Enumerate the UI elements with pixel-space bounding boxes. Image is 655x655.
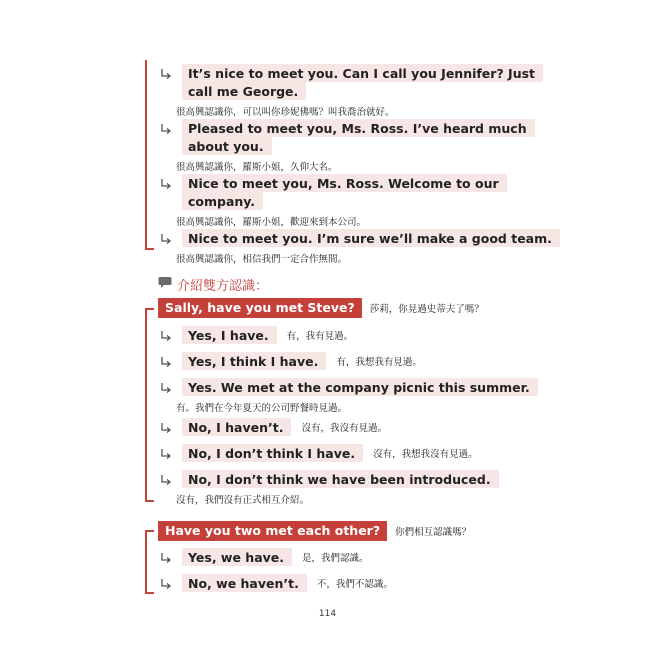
question2-bracket xyxy=(145,530,154,594)
section-heading-text: 介紹雙方認識： xyxy=(177,279,269,294)
answer-item xyxy=(160,470,499,506)
chinese-translation: 是，我們認識。 xyxy=(302,553,369,564)
page-number: 114 xyxy=(318,609,337,619)
chinese-translation: 很高興認識你，羅斯小姐，久仰大名。 xyxy=(176,162,338,173)
english-phrase-cont: company. xyxy=(182,192,263,210)
english-phrase-cont: call me George. xyxy=(182,82,306,100)
arrow-icon xyxy=(160,421,172,433)
answer-item xyxy=(160,548,369,566)
answer-item xyxy=(160,352,422,370)
section-heading xyxy=(158,275,268,294)
english-phrase: Yes, I think I have. xyxy=(182,352,326,370)
question2-english: Have you two met each other? xyxy=(158,521,387,541)
arrow-icon xyxy=(160,381,172,393)
chinese-translation: 不，我們不認識。 xyxy=(316,579,393,590)
chinese-translation: 有。我們在今年夏天的公司野餐時見過。 xyxy=(176,403,348,414)
arrow-icon xyxy=(160,177,172,189)
chinese-translation: 沒有，我想我沒有見過。 xyxy=(373,449,478,460)
chinese-translation: 很高興認識你，羅斯小姐，歡迎來到本公司。 xyxy=(176,217,367,228)
answer-item xyxy=(160,574,393,592)
question1-english: Sally, have you met Steve? xyxy=(158,298,362,318)
arrow-icon xyxy=(160,577,172,589)
question1-bar xyxy=(158,298,484,318)
english-phrase: It’s nice to meet you. Can I call you Jennifer? Just xyxy=(182,64,543,82)
chinese-translation: 很高興認識你，可以叫你珍妮佛嗎？叫我喬治就好。 xyxy=(176,107,395,118)
english-phrase: Yes, we have. xyxy=(182,548,292,566)
chinese-translation: 沒有，我沒有見過。 xyxy=(301,423,387,434)
question2-chinese: 你們相互認識嗎？ xyxy=(395,527,472,538)
answer-item xyxy=(160,326,353,344)
list-item xyxy=(160,174,507,228)
chinese-translation: 有，我有見過。 xyxy=(286,331,354,342)
english-phrase: Yes. We met at the company picnic this summer. xyxy=(182,378,538,396)
arrow-icon xyxy=(160,551,172,563)
arrow-icon xyxy=(160,355,172,367)
english-phrase: Pleased to meet you, Ms. Ross. I’ve heard much xyxy=(182,119,535,137)
arrow-icon xyxy=(160,232,172,244)
speech-bubble-icon xyxy=(158,276,172,293)
chinese-translation: 很高興認識你，相信我們一定合作無間。 xyxy=(176,254,348,265)
english-phrase: Nice to meet you. I’m sure we’ll make a good team. xyxy=(182,229,560,247)
english-phrase: Yes, I have. xyxy=(182,326,277,344)
list-item xyxy=(160,119,535,173)
question2-bar xyxy=(158,521,471,541)
arrow-icon xyxy=(160,122,172,134)
section1-bracket xyxy=(145,60,154,250)
answer-item xyxy=(160,418,387,436)
answer-item xyxy=(160,444,478,462)
english-phrase: No, we haven’t. xyxy=(182,574,307,592)
question1-chinese: 莎莉，你見過史蒂夫了嗎？ xyxy=(369,304,484,315)
list-item xyxy=(160,64,543,118)
arrow-icon xyxy=(160,473,172,485)
chinese-translation: 有，我想我有見過。 xyxy=(336,357,422,368)
list-item xyxy=(160,229,560,265)
english-phrase: No, I don’t think we have been introduced. xyxy=(182,470,499,488)
arrow-icon xyxy=(160,67,172,79)
english-phrase: No, I don’t think I have. xyxy=(182,444,363,462)
arrow-icon xyxy=(160,447,172,459)
arrow-icon xyxy=(160,329,172,341)
english-phrase: No, I haven’t. xyxy=(182,418,291,436)
question1-bracket xyxy=(145,308,154,502)
english-phrase-cont: about you. xyxy=(182,137,272,155)
answer-item xyxy=(160,378,538,414)
english-phrase: Nice to meet you, Ms. Ross. Welcome to our xyxy=(182,174,507,192)
chinese-translation: 沒有，我們沒有正式相互介紹。 xyxy=(176,495,310,506)
